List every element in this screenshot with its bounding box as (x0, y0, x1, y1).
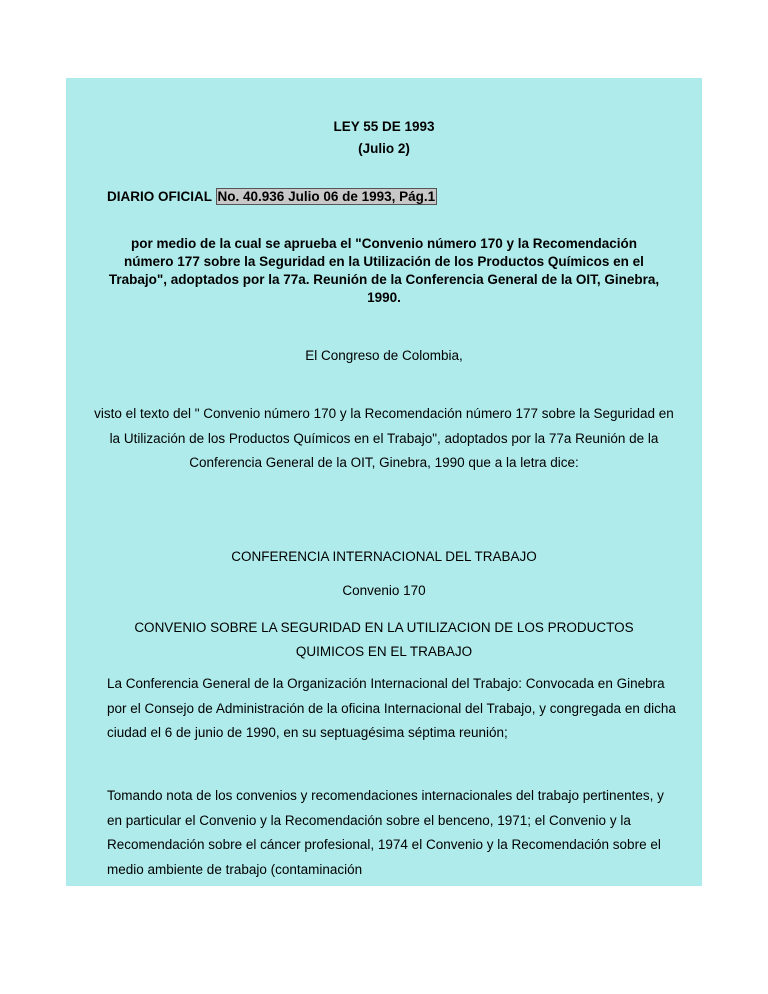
diario-label: DIARIO OFICIAL (107, 189, 212, 204)
diario-reference-link[interactable]: No. 40.936 Julio 06 de 1993, Pág.1 (217, 189, 436, 204)
law-title: LEY 55 DE 1993 (333, 119, 435, 134)
convenio-number: Convenio 170 (342, 583, 426, 598)
diario-oficial-line (107, 189, 437, 204)
body-paragraph: La Conferencia General de la Organización Internacional del Trabajo: Convocada en Ginebra por el Consejo de Administración de la oficina Internacional del Trabajo, y congregada en dicha ciudad el 6 de junio de 1990, en su septuagésima séptima reunión; (107, 676, 676, 740)
law-summary: por medio de la cual se aprueba el "Convenio número 170 y la Recomendación número 177 sobre la Seguridad en la Utilización de los Productos Químicos en el Trabajo", adoptados por la 77a. Reunión de la Conferencia General de la OIT, Ginebra, 1990. (108, 236, 660, 305)
conferencia-heading: CONFERENCIA INTERNACIONAL DEL TRABAJO (231, 549, 537, 564)
body-paragraph: Tomando nota de los convenios y recomendaciones internacionales del trabajo pertinentes, y en particular el Convenio y la Recomendación sobre el benceno, 1971; el Convenio y la Recomendación sobre el cáncer profesional, 1974 el Convenio y la Recomendación sobre el medio ambiente de trabajo (contaminación (107, 788, 664, 877)
law-date: (Julio 2) (358, 141, 410, 156)
convenio-title: CONVENIO SOBRE LA SEGURIDAD EN LA UTILIZACION DE LOS PRODUCTOS QUIMICOS EN EL TRABAJO (134, 620, 634, 659)
document-panel (66, 78, 702, 886)
visto-paragraph: visto el texto del " Convenio número 170 y la Recomendación número 177 sobre la Seguridad en la Utilización de los Productos Químicos en el Trabajo", adoptados por la 77a Reunión de la Conferencia General de la OIT, Ginebra, 1990 que a la letra dice: (94, 406, 674, 470)
congreso-line: El Congreso de Colombia, (305, 348, 463, 363)
